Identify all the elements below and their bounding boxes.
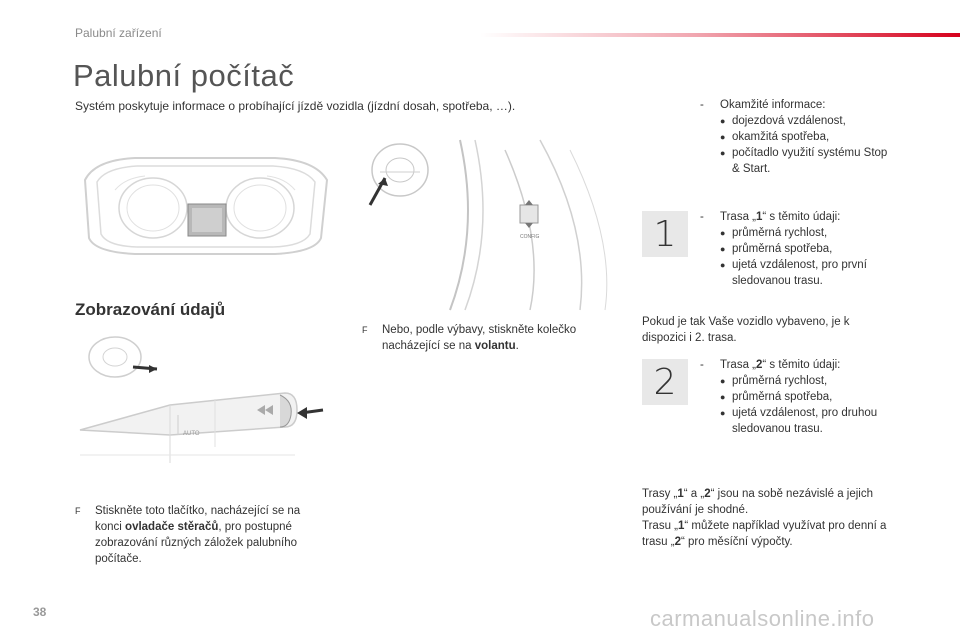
list-item: ● průměrná spotřeba, [720, 241, 900, 257]
instruction-text-end: , pro postupné zobrazování různých záložek palubního počítače. [95, 521, 298, 565]
list-item: ● počítadlo využití systému Stop & Start. [720, 145, 890, 177]
list-item: ● okamžitá spotřeba, [720, 129, 890, 145]
instruction-marker: F [362, 325, 368, 335]
list-dash: - [700, 211, 704, 223]
list-item: ● průměrná spotřeba, [720, 389, 910, 405]
trip-1-heading: Trasa „1“ s těmito údaji: [720, 211, 841, 223]
instant-info-block [700, 97, 890, 177]
instruction-text: Stiskněte toto tlačítko, nacházející se na konci [95, 505, 301, 533]
trip-2-note: Pokud je tak Vaše vozidlo vybaveno, je k dispozici i 2. trasa. [642, 316, 850, 344]
list-item: ● průměrná rychlost, [720, 225, 900, 241]
trip-2-badge: 2 [642, 359, 688, 405]
page-number: 38 [33, 605, 47, 619]
stalk-auto-label: AUTO [183, 431, 200, 437]
intro-text: Systém poskytuje informace o probíhající jízdě vozidla (jízdní dosah, spotřeba, …). [75, 99, 516, 113]
list-item: ● ujetá vzdálenost, pro první sledovanou trasu. [720, 257, 900, 289]
list-item: ● průměrná rychlost, [720, 373, 910, 389]
trip-2-block [700, 357, 910, 437]
instruction-text: Nebo, podle výbavy, stiskněte kolečko nacházející se na [382, 324, 577, 352]
list-item: ● ujetá vzdálenost, pro druhou sledovanou trasu. [720, 405, 910, 437]
trips-note-p2: Trasu „1“ můžete například využívat pro denní a trasu „2“ pro měsíční výpočty. [642, 520, 887, 548]
trip-1-badge: 1 [642, 211, 688, 257]
instruction-marker: F [75, 506, 81, 516]
list-item: ● dojezdová vzdálenost, [720, 113, 890, 129]
steering-wheel-illustration [340, 130, 630, 315]
config-label: CONFIG [520, 234, 540, 240]
trip-2-heading: Trasa „2“ s těmito údaji: [720, 359, 841, 371]
list-dash: - [700, 359, 704, 371]
page-title: Palubní počítač [73, 58, 295, 93]
instrument-cluster-illustration [75, 150, 335, 260]
instruction-bold: ovladače stěračů [125, 521, 219, 533]
trip-1-block [700, 209, 900, 289]
instruction-text-end: . [515, 340, 519, 352]
header-label: Palubní zařízení [75, 26, 162, 40]
section-title: Zobrazování údajů [75, 300, 226, 319]
watermark: carmanualsonline.info [650, 606, 875, 631]
wiper-stalk-illustration [75, 335, 335, 475]
header-accent-bar [480, 33, 960, 37]
trips-footer-note [642, 486, 902, 550]
trips-note-p1: Trasy „1“ a „2“ jsou na sobě nezávislé a jejich používání je shodné. [642, 488, 873, 516]
instruction-bold: volantu [474, 340, 516, 352]
instruction-stalk [75, 503, 325, 567]
list-dash: - [700, 99, 704, 111]
instant-heading: Okamžité informace: [720, 99, 826, 111]
instruction-wheel [362, 322, 612, 354]
